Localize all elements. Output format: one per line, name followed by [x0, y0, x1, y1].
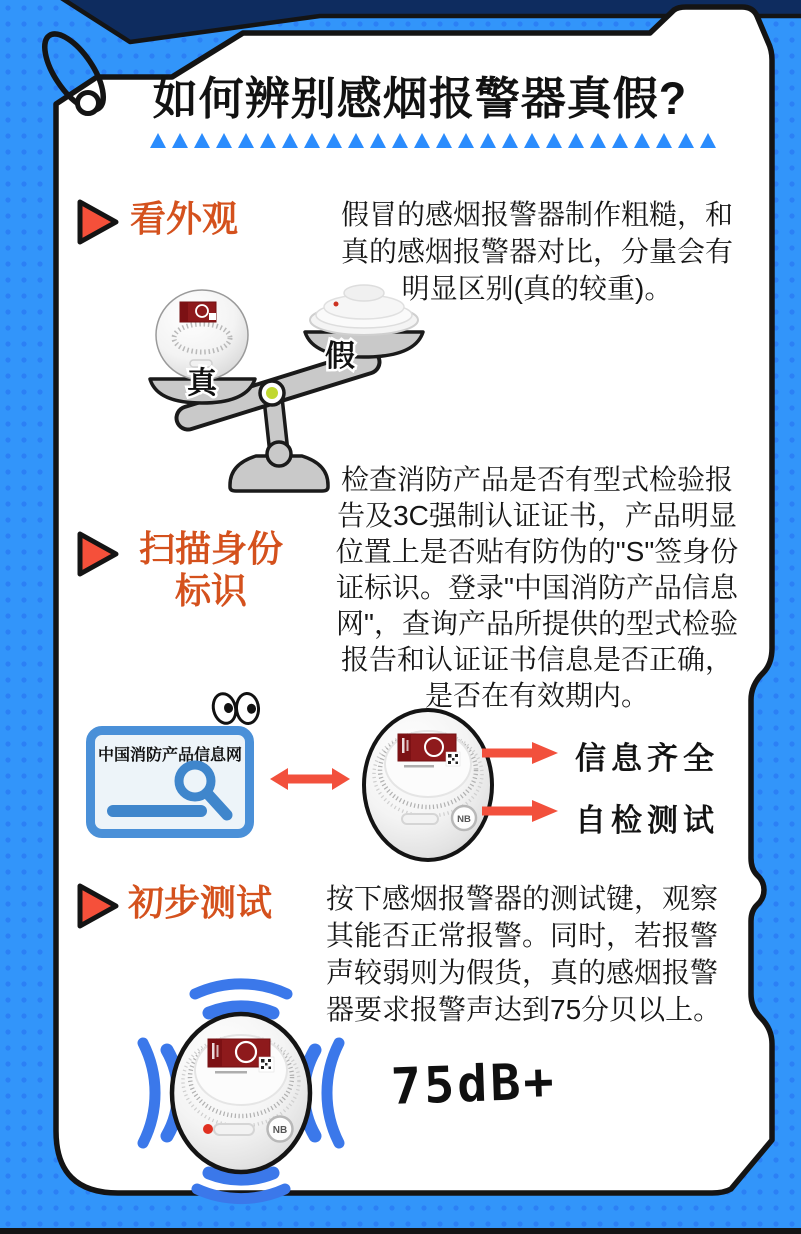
compare-arrow-icon [268, 766, 352, 792]
divider-triangle-icon [260, 133, 276, 148]
arrow-selftest-icon [480, 798, 560, 824]
self-test-label: 自检测试 [575, 803, 719, 838]
section-body-appearance: 假冒的感烟报警器制作粗糙，和真的感烟报警器对比，分量会有明显区别(真的较重)。 [340, 199, 733, 304]
fake-label: 假 [325, 340, 355, 373]
divider-triangle-icon [700, 133, 716, 148]
divider-triangle-icon [612, 133, 628, 148]
divider-triangle-icon [282, 133, 298, 148]
divider-triangle-icon [568, 133, 584, 148]
divider-triangle-icon [480, 133, 496, 148]
website-name: 中国消防产品信息网 [97, 747, 242, 764]
info-complete-label: 信息齐全 [575, 741, 719, 776]
divider-triangle-icon [194, 133, 210, 148]
info-website-card [86, 726, 254, 838]
nb-button-label: NB [457, 814, 471, 825]
tag-hole [78, 93, 99, 114]
divider-triangle-icon [326, 133, 342, 148]
divider-triangle-icon [502, 133, 518, 148]
section-body-test: 按下感烟报警器的测试键，观察其能否正常报警。同时，若报警声较弱则为假货，真的感烟报警器要求报警声达到75分贝以上。 [326, 883, 722, 1025]
decibel-label: 75dB+ [390, 1052, 558, 1116]
divider-triangle-icon [414, 133, 430, 148]
divider-triangle-icon [150, 133, 166, 148]
divider-triangle-icon [656, 133, 672, 148]
divider-triangle-icon [634, 133, 650, 148]
detector-photo [360, 706, 496, 864]
divider-triangle-icon [304, 133, 320, 148]
divider-triangle-icon [172, 133, 188, 148]
section-body-scan-id: 检查消防产品是否有型式检验报告及3C强制认证证书，产品明显位置上是否贴有防伪的"S"签身份证标识。登录"中国消防产品信息网"，查询产品所提供的型式检验报告和认证证书信息是否正确，是否在有效期内。 [335, 464, 739, 711]
nb-button-label: NB [272, 1125, 288, 1136]
divider-triangle-icon [436, 133, 452, 148]
fake-detector [310, 285, 418, 335]
bottom-edge-bar [0, 1228, 801, 1234]
section-label-test: 初步测试 [128, 882, 273, 923]
divider-triangle-icon [392, 133, 408, 148]
search-bar-shape [107, 805, 207, 817]
real-label: 真 [187, 367, 217, 400]
arrow-info-icon [480, 740, 560, 766]
test-detector-illustration [95, 975, 715, 1210]
divider-triangle-icon [238, 133, 254, 148]
divider-triangle-icon [678, 133, 694, 148]
eyes-icon [212, 692, 260, 730]
section-label-scan-id: 扫描身份标识 [138, 528, 283, 612]
divider-triangle-icon [458, 133, 474, 148]
section-label-appearance: 看外观 [130, 198, 239, 239]
section-marker-icon [76, 530, 120, 578]
divider-triangle-icon [370, 133, 386, 148]
triangle-divider [150, 133, 716, 148]
divider-triangle-icon [348, 133, 364, 148]
divider-triangle-icon [590, 133, 606, 148]
section-marker-icon [76, 198, 120, 246]
divider-triangle-icon [546, 133, 562, 148]
divider-triangle-icon [216, 133, 232, 148]
detector-photo [168, 1010, 314, 1176]
section-marker-icon [76, 882, 120, 930]
divider-triangle-icon [524, 133, 540, 148]
page-title: 如何辨别感烟报警器真假? [152, 73, 688, 124]
